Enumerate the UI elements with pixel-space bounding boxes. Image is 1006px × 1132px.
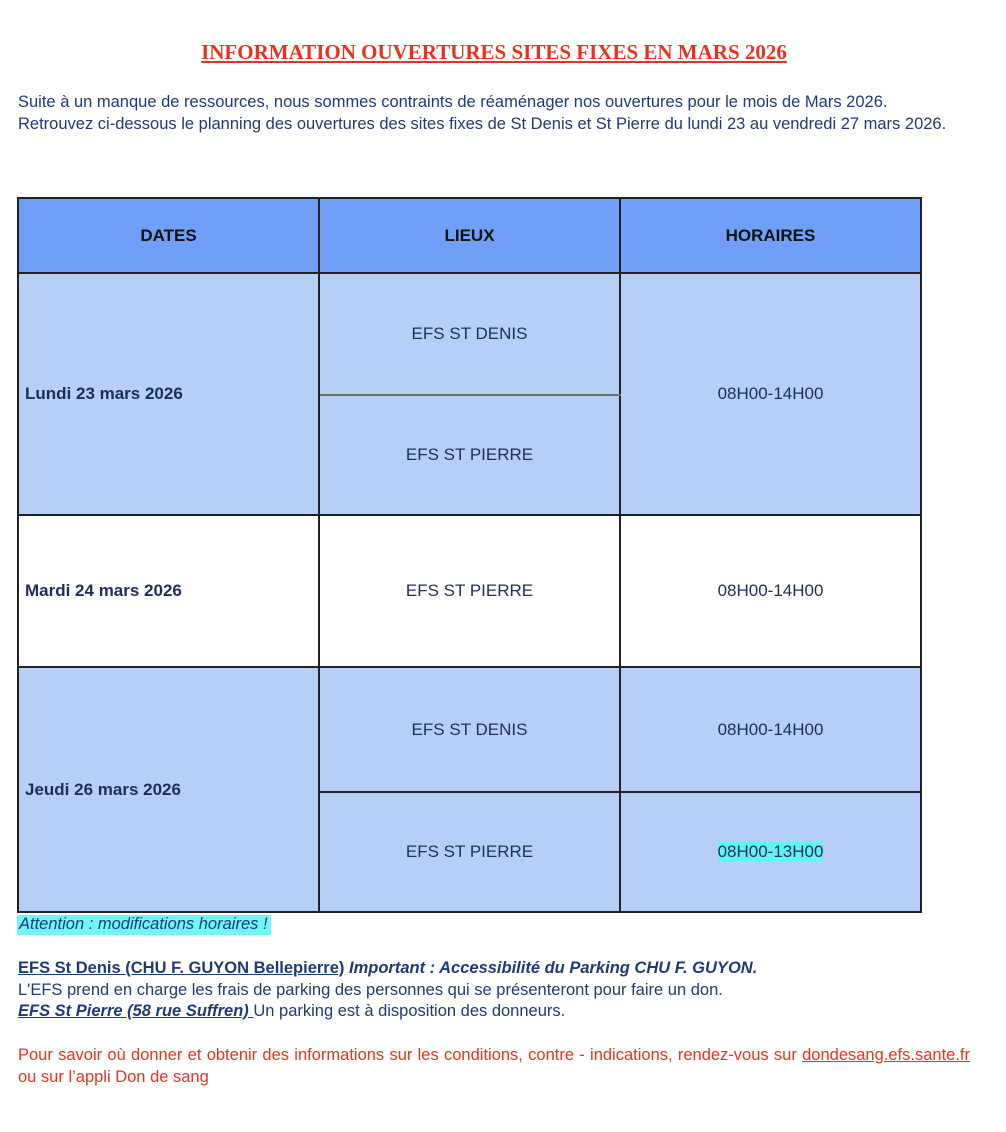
table-row [18, 273, 921, 395]
header-lieux: LIEUX [319, 198, 620, 273]
header-dates: DATES [18, 198, 319, 273]
attention-note: Attention : modifications horaires ! [17, 915, 271, 935]
lieu-cell: EFS ST PIERRE [319, 395, 620, 515]
header-horaires: HORAIRES [620, 198, 921, 273]
horaire-cell: 08H00-14H00 [620, 515, 921, 667]
intro-line-2: Retrouvez ci-dessous le planning des ouvertures des sites fixes de St Denis et St Pierre du lundi 23 au vendredi 27 mars 2026. [18, 114, 947, 133]
schedule-table [17, 197, 922, 913]
st-denis-important: Important : Accessibilité du Parking CHU F. GUYON. [344, 959, 758, 977]
lieu-cell: EFS ST DENIS [319, 273, 620, 395]
table-row [18, 667, 921, 792]
st-denis-label: EFS St Denis (CHU F. GUYON Bellepierre) [18, 959, 345, 977]
st-pierre-text: Un parking est à disposition des donneurs. [253, 1002, 566, 1020]
date-cell: Jeudi 26 mars 2026 [18, 667, 319, 912]
footer-note [18, 1044, 970, 1088]
horaire-cell [620, 792, 921, 912]
st-denis-line [18, 958, 978, 980]
footer-suffix: ou sur l’appli Don de sang [18, 1068, 209, 1086]
page-title: INFORMATION OUVERTURES SITES FIXES EN MARS 2026 [201, 40, 787, 64]
lieu-cell: EFS ST PIERRE [319, 792, 620, 912]
intro-text [18, 92, 970, 135]
intro-line-1: Suite à un manque de ressources, nous sommes contraints de réaménager nos ouvertures pour le mois de Mars 2026. [18, 93, 888, 111]
footer-text: Pour savoir où donner et obtenir des informations sur les conditions, contre - indications, rendez-vous sur [18, 1046, 803, 1064]
date-cell: Mardi 24 mars 2026 [18, 515, 319, 667]
info-block [18, 958, 978, 1023]
parking-line: L'EFS prend en charge les frais de parking des personnes qui se présenteront pour faire un don. [18, 980, 723, 999]
table-row [18, 515, 921, 667]
horaire-cell: 08H00-14H00 [620, 667, 921, 792]
date-cell: Lundi 23 mars 2026 [18, 273, 319, 515]
lieu-cell: EFS ST DENIS [319, 667, 620, 792]
dondesang-link[interactable]: dondesang.efs.sante.fr [802, 1046, 970, 1064]
st-pierre-label: EFS St Pierre (58 rue Suffren) [18, 1002, 254, 1020]
lieu-cell: EFS ST PIERRE [319, 515, 620, 667]
horaire-cell: 08H00-14H00 [620, 273, 921, 515]
st-pierre-line [18, 1001, 978, 1023]
highlighted-horaire: 08H00-13H00 [717, 842, 824, 861]
